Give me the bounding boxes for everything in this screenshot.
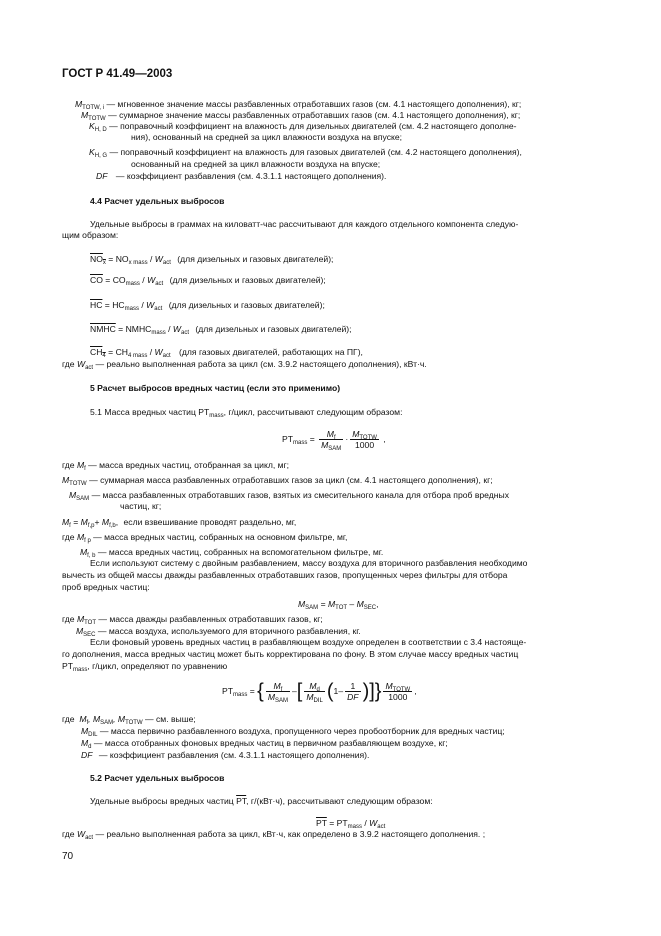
s5-para2-line1: Если используют систему с двойным разбавлением, массу воздуха для вторичного разбавления необходимо xyxy=(90,558,528,568)
def-khd: $K_{H, D}$ — поправочный коэффициент на влажность для дизельных двигателей (см. 4.2 настоящего дополне- xyxy=(89,121,517,133)
def-msam: $M_{SAM}$ — масса разбавленных отработавших газов, взятых из смесительного канала для отбора проб вредных xyxy=(69,490,509,502)
def-msam-cont: частиц, кг; xyxy=(120,501,162,511)
def-mfp: где $M_{f p}$ — масса вредных частиц, собранных на основном фильтре, мг, xyxy=(62,532,348,544)
def-mtotw: $M_{TOTW}$ — суммарное значение массы разбавленных отработавших газов (см. 4.1 настоящего дополнения), кг; xyxy=(81,110,521,122)
def-mdil: $M_{DIL}$ — масса первично разбавленного воздуха, пропущенного через пробоотборник для вредных частиц; xyxy=(81,726,505,738)
def-mtotw-i: $M_{TOTW, i}$ — мгновенное значение массы разбавленных отработавших газов (см. 4.1 настоящего дополнения), кг; xyxy=(75,99,522,111)
def-khg-cont: основанный на средней за цикл влажности воздуха на впуске; xyxy=(131,159,381,169)
document-header: ГОСТ Р 41.49—2003 xyxy=(62,68,173,80)
eq-nmhc: NMHC = $NMHC_{mass} / W_{act}$ (для дизельных и газовых двигателей); xyxy=(90,324,352,336)
eq-ptmass-2: $PT_{mass}$ = { $\frac{M_f}{M_{SAM}}$ –[ $\frac{M_d}{M_{DIL}}$ (1– $\frac{1}{DF}$ )]} $\frac{M_{TOTW}}{1000}$ , xyxy=(222,680,417,705)
s5-para3-line3: $PT_{mass}$, г/цикл, определяют по уравнению xyxy=(62,661,228,673)
s5-para3-line1: Если фоновый уровень вредных частиц в разбавляющем воздухе определен в соответствии с 3.4 настояще- xyxy=(90,637,527,647)
section-5-heading: 5 Расчет выбросов вредных частиц (если это применимо) xyxy=(90,383,341,393)
def-df-2: DF — коэффициент разбавления (см. 4.3.1.1 настоящего дополнения). xyxy=(81,750,370,760)
def-mtotw-2: $M_{TOTW}$ — суммарная масса разбавленных отработавших газов за цикл (см. 4.1 настоящего дополнения), кг; xyxy=(62,475,493,487)
s52-para: Удельные выбросы вредных частиц $\overline{PT}$, г/(кВт·ч), рассчитывают следующим образом: xyxy=(90,796,433,806)
eq-mf-sum: $M_f = M_{f,p}+ M_{f,b}$, если взвешивание проводят раздельно, мг, xyxy=(62,517,297,529)
eq-pt-specific: $\overline{PT} = PT_{mass} / W_{act}$ xyxy=(316,818,386,830)
eq-nox: $NO_x = NO_{x mass} / W_{act}$ (для дизельных и газовых двигателей); xyxy=(90,254,334,266)
eq-co: $\overline{CO} = CO_{mass} / W_{act}$ (для дизельных и газовых двигателей); xyxy=(90,275,326,287)
s52-where-wact: где $W_{act}$ — реально выполненная работа за цикл, кВт·ч, как определено в 3.9.2 настоящего дополнения. ; xyxy=(62,829,486,841)
s5-para3-line2: го дополнения, масса вредных частиц может быть корректирована по фону. В этом случае массу вредных частиц xyxy=(62,649,519,659)
def-see-above: где $M_f$, $M_{SAM}$, $M_{TOTW}$ — см. выше; xyxy=(62,714,196,726)
def-khg: $K_{H, G}$ — поправочный коэффициент на влажность для газовых двигателей (см. 4.2 настоящего дополнения), xyxy=(89,147,522,159)
s51-para: 5.1 Масса вредных частиц $PT_{mass}$, г/цикл, рассчитывают следующим образом: xyxy=(90,407,403,419)
def-mfb: $M_{f, b}$ — масса вредных частиц, собранных на вспомогательном фильтре, мг. xyxy=(80,547,384,559)
def-mf: где $M_f$ — масса вредных частиц, отобранная за цикл, мг; xyxy=(62,460,290,472)
s5-para2-line2: вычесть из общей массы дважды разбавленных отработавших газов, пропущенных через фильтры для отбора xyxy=(62,570,508,580)
def-df: DF — коэффициент разбавления (см. 4.3.1.1 настоящего дополнения). xyxy=(96,171,387,181)
def-mtot: где $M_{TOT}$ — масса дважды разбавленных отработавших газов, кг; xyxy=(62,614,323,626)
eq-hc: $\overline{HC} = HC_{mass} / W_{act}$ (для дизельных и газовых двигателей); xyxy=(90,300,325,312)
s44-where-wact: где $W_{act}$ — реально выполненная работа за цикл (см. 3.9.2 настоящего дополнения), кВт·ч. xyxy=(62,359,427,371)
eq-ch4: $CH_4 = CH_{4 mass} / W_{act}$ (для газовых двигателей, работающих на ПГ), xyxy=(90,347,363,359)
section-5-2-heading: 5.2 Расчет удельных выбросов xyxy=(90,773,225,783)
eq-msam: $M_{SAM} = M_{TOT} - M_{SEC}$, xyxy=(298,599,379,611)
section-4-4-heading: 4.4 Расчет удельных выбросов xyxy=(90,196,225,206)
def-khd-cont: ния), основанный на средней за цикл влажности воздуха на впуске; xyxy=(131,132,403,142)
def-md: $M_d$ — масса отобранных фоновых вредных частиц в первичном разбавляющем воздухе, кг; xyxy=(81,738,448,750)
s44-para-line1: Удельные выбросы в граммах на киловатт-час рассчитывают для каждого отдельного компонента следую- xyxy=(90,219,519,229)
def-msec: $M_{SEC}$ — масса воздуха, используемого для вторичного разбавления, кг. xyxy=(76,626,361,638)
page-number: 70 xyxy=(62,851,74,862)
eq-ptmass-1: $PT_{mass}$ = $\frac{M_f}{M_{SAM}}$ · $\frac{M_{TOTW}}{1000}$ , xyxy=(282,429,386,453)
s5-para2-line3: проб вредных частиц: xyxy=(62,582,150,592)
s44-para-line2: щим образом: xyxy=(62,230,119,240)
